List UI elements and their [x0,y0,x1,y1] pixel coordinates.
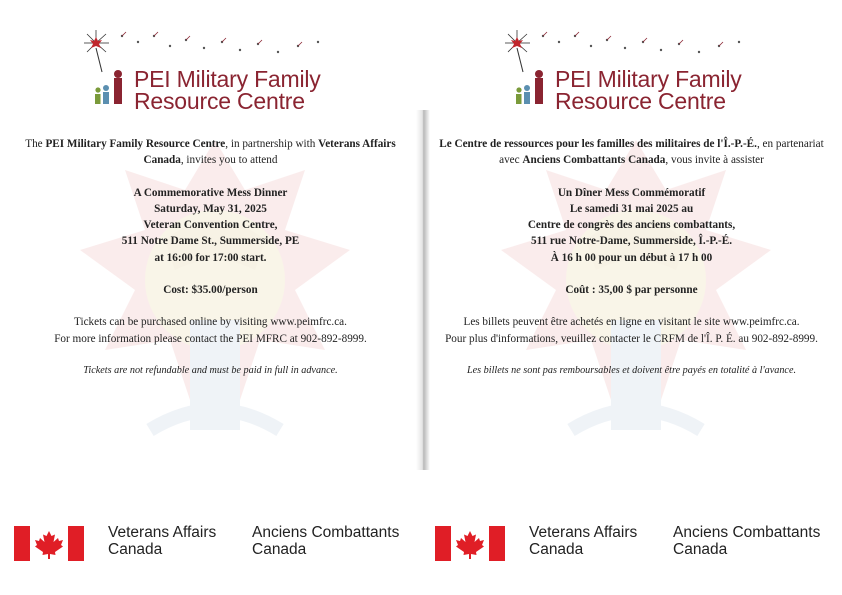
event-title: Un Dîner Mess Commémoratif [557,186,706,199]
vac-signature [435,520,835,570]
intro-pre: The [25,138,46,150]
event-cost: Cost: $35.00/person [163,284,258,297]
french-invitation-text [435,136,828,379]
intro-partner: Anciens Combattants Canada [522,154,666,167]
vac-french-wordmark [673,524,820,558]
event-venue: Veteran Convention Centre, [143,219,278,232]
contact-line: For more information please contact the PEI MFRC at 902-892-8999. [54,332,367,345]
mfrc-logo [503,28,773,112]
english-invitation-text [14,136,407,379]
tickets-line: Tickets can be purchased online by visiting www.peimfrc.ca. [74,316,347,329]
vac-signature [14,520,414,570]
french-panel [421,0,842,595]
tickets-line: Les billets peuvent être achetés en ligne en visitant le site www.peimfrc.ca. [463,316,800,329]
intro-partner: Veterans Affairs Canada [143,138,396,167]
intro-mid: , in partnership with [225,138,319,150]
intro-post: , vous invite à assister [665,154,764,167]
canada-flag-icon [435,526,505,561]
vac-english-wordmark [108,524,216,558]
logo-line-2: Resource Centre [134,88,305,114]
vac-english-wordmark [529,524,637,558]
event-cost: Coût : 35,00 $ par personne [565,284,698,297]
logo-line-1: PEI Military Family [555,66,742,92]
logo-line-1: PEI Military Family [134,66,321,92]
event-title: A Commemorative Mess Dinner [133,186,288,199]
event-time: at 16:00 for 17:00 start. [154,251,267,264]
vac-fr-line2: Canada [673,541,728,558]
event-address: 511 rue Notre-Dame, Summerside, Î.-P.-É. [530,235,733,248]
event-venue: Centre de congrès des anciens combattants, [527,219,736,232]
contact-line: Pour plus d'informations, veuillez contacter le CRFM de l'Î. P. É. au 902-892-8999. [445,332,818,345]
vac-en-line2: Canada [108,541,163,558]
vac-fr-line2: Canada [252,541,307,558]
event-address: 511 Notre Dame St., Summerside, PE [121,235,300,248]
mfrc-logo [82,28,352,112]
logo-wordmark [555,68,742,112]
fold-shadow [416,110,430,470]
vac-en-line2: Canada [529,541,584,558]
intro-paragraph [435,136,828,169]
intro-paragraph [14,136,407,169]
vac-fr-line1: Anciens Combattants [673,524,821,541]
refund-note: Tickets are not refundable and must be paid in full in advance. [83,364,338,376]
event-time: À 16 h 00 pour un début à 17 h 00 [550,251,713,264]
canada-flag-icon [14,526,84,561]
intro-org: Le Centre de ressources pour les familles des militaires de l'Î.-P.-É. [439,138,757,150]
vac-en-line1: Veterans Affairs [108,524,217,541]
event-date: Saturday, May 31, 2025 [154,202,267,215]
vac-en-line1: Veterans Affairs [529,524,638,541]
logo-line-2: Resource Centre [555,88,726,114]
intro-mid: , en partenariat avec [499,138,824,167]
vac-french-wordmark [252,524,399,558]
logo-wordmark [134,68,321,112]
event-date: Le samedi 31 mai 2025 au [569,202,694,215]
refund-note: Les billets ne sont pas remboursables et doivent être payés en totalité à l'avance. [466,364,797,376]
vac-fr-line1: Anciens Combattants [252,524,400,541]
intro-org: PEI Military Family Resource Centre [45,138,226,150]
intro-post: , invites you to attend [180,154,278,167]
